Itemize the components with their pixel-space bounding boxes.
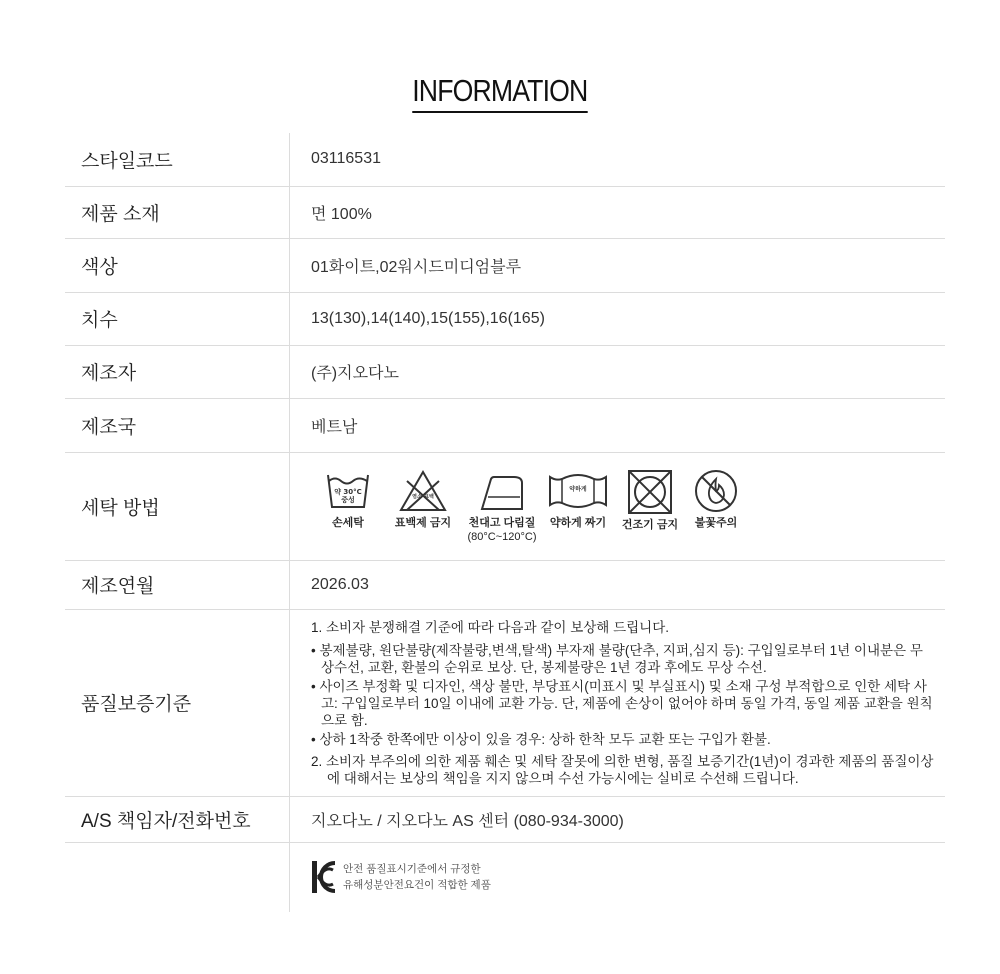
kc-mark bbox=[311, 859, 945, 895]
row-label-material: 제품 소재 bbox=[65, 186, 290, 238]
row-value-washing bbox=[290, 452, 946, 560]
care-label: 표백제 금지 bbox=[394, 516, 452, 529]
row-label-date: 제조연월 bbox=[65, 560, 290, 609]
table-row bbox=[65, 345, 945, 398]
row-label-manufacturer: 제조자 bbox=[65, 345, 290, 398]
row-value-country: 베트남 bbox=[290, 398, 946, 452]
info-table bbox=[65, 133, 945, 912]
quality-bullet: • 상하 1착중 한쪽에만 이상이 있을 경우: 상하 한착 모두 교환 또는 구입가 환불. bbox=[311, 731, 771, 747]
table-row bbox=[65, 796, 945, 842]
table-row bbox=[65, 238, 945, 292]
table-row bbox=[65, 398, 945, 452]
row-value-date: 2026.03 bbox=[290, 560, 946, 609]
row-label-color: 색상 bbox=[65, 238, 290, 292]
section-title: INFORMATION bbox=[412, 72, 587, 113]
row-value-manufacturer: (주)지오다노 bbox=[290, 345, 946, 398]
table-row bbox=[65, 560, 945, 609]
no-tumble-dry-icon bbox=[627, 469, 673, 515]
row-value-style-code: 03116531 bbox=[290, 133, 946, 186]
row-label-washing: 세탁 방법 bbox=[65, 452, 290, 560]
care-item-fire-caution bbox=[691, 469, 741, 530]
row-label-style-code: 스타일코드 bbox=[65, 133, 290, 186]
table-row bbox=[65, 186, 945, 238]
care-label: 약하게 짜기 bbox=[549, 516, 607, 529]
row-label-quality: 품질보증기준 bbox=[65, 609, 290, 796]
table-row bbox=[65, 609, 945, 796]
care-item-no-tumble-dry bbox=[619, 469, 681, 532]
hand-wash-icon bbox=[326, 469, 370, 513]
row-value-as: 지오다노 / 지오다노 AS 센터 (080-934-3000) bbox=[290, 796, 946, 842]
kc-text-line1: 안전 품질표시기준에서 규정한 bbox=[343, 863, 481, 876]
care-item-gentle-wring bbox=[545, 469, 611, 530]
care-label: 불꽃주의 bbox=[694, 516, 738, 529]
table-row bbox=[65, 292, 945, 345]
no-bleach-bleach: 표백 bbox=[424, 493, 434, 500]
section-title-wrap bbox=[0, 72, 1000, 113]
quality-text bbox=[311, 619, 945, 787]
row-label-size: 치수 bbox=[65, 292, 290, 345]
care-label: 건조기 금지 bbox=[621, 518, 679, 531]
care-sublabel: (80°C~120°C) bbox=[467, 530, 537, 543]
row-label-as: A/S 책임자/전화번호 bbox=[65, 796, 290, 842]
gentle-wring-icon bbox=[548, 469, 608, 513]
care-label: 천대고 다림질 bbox=[468, 516, 536, 529]
quality-item-2: 2. 소비자 부주의에 의한 제품 훼손 및 세탁 잘못에 의한 변형, 품질 보증기간(1년)이 경과한 제품의 품질이상에 대해서는 보상의 책임을 지지 않으며 수선 가능시에는 실비로 수선해 드립니다. bbox=[311, 753, 934, 786]
care-item-hand-wash bbox=[315, 469, 381, 530]
hand-wash-temp: 약 30°C bbox=[334, 487, 362, 496]
kc-text-line2: 유해성분안전요건이 적합한 제품 bbox=[343, 879, 491, 892]
row-value-kc bbox=[290, 842, 946, 912]
table-row bbox=[65, 842, 945, 912]
care-label: 손세탁 bbox=[332, 516, 364, 529]
quality-bullet: • 사이즈 부정확 및 디자인, 색상 불만, 부당표시(미표시 및 부실표시) 및 소재 구성 부적합으로 인한 세탁 사고: 구입일로부터 10일 이내에 교환 가능. 단, 제품에 손상이 없어야 하며 동일 가격, 동일 제품 교환을 원칙으로 함. bbox=[311, 678, 933, 728]
care-icons bbox=[311, 469, 945, 544]
care-item-no-bleach bbox=[395, 469, 451, 530]
row-label-kc bbox=[65, 842, 290, 912]
table-row bbox=[65, 452, 945, 560]
quality-bullet: • 봉제불량, 원단불량(제작불량,변색,탈색) 부자재 불량(단추, 지퍼,심지 등): 구입일로부터 1년 이내분은 무상수선, 교환, 환불의 순위로 보상. 단, 봉제불량은 1년 경과 후에도 무상 수선. bbox=[311, 642, 923, 675]
care-item-iron bbox=[465, 469, 539, 544]
gentle-wring-text: 약하게 bbox=[569, 485, 587, 493]
quality-item-1: 1. 소비자 분쟁해결 기준에 따라 다음과 같이 보상해 드립니다. bbox=[311, 619, 669, 635]
kc-logo-icon bbox=[311, 859, 337, 895]
row-value-quality bbox=[290, 609, 946, 796]
kc-text bbox=[343, 861, 491, 893]
table-row bbox=[65, 133, 945, 186]
row-value-size: 13(130),14(140),15(155),16(165) bbox=[290, 292, 946, 345]
no-bleach-chlorine: 염소 bbox=[412, 493, 422, 500]
row-value-material: 면 100% bbox=[290, 186, 946, 238]
no-bleach-icon bbox=[398, 469, 448, 513]
iron-icon bbox=[478, 469, 526, 513]
row-value-color: 01화이트,02워시드미디엄블루 bbox=[290, 238, 946, 292]
fire-caution-icon bbox=[694, 469, 738, 513]
row-label-country: 제조국 bbox=[65, 398, 290, 452]
hand-wash-neutral: 중성 bbox=[341, 495, 355, 504]
